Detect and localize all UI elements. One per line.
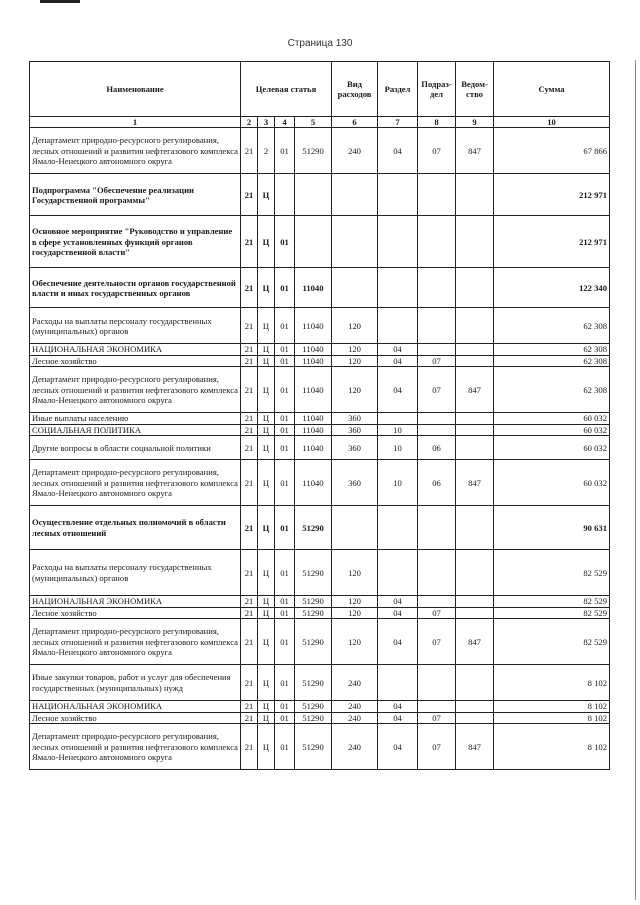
amount: 82 529 <box>494 596 610 607</box>
target-code-4: 51290 <box>295 607 332 618</box>
department-code <box>456 506 494 550</box>
row-name: Иные выплаты населению <box>30 413 241 424</box>
target-code-3: 01 <box>275 550 295 596</box>
target-code-1: 21 <box>241 665 258 701</box>
department-code <box>456 355 494 366</box>
table-row <box>30 596 610 607</box>
subsection <box>418 413 456 424</box>
department-code <box>456 607 494 618</box>
target-code-2: Ц <box>258 413 275 424</box>
section: 04 <box>378 712 418 723</box>
subsection <box>418 424 456 435</box>
table-row <box>30 413 610 424</box>
expense-type: 120 <box>332 550 378 596</box>
section <box>378 268 418 308</box>
department-code <box>456 413 494 424</box>
target-code-3: 01 <box>275 344 295 355</box>
department-code <box>456 665 494 701</box>
subsection: 07 <box>418 367 456 413</box>
amount: 8 102 <box>494 665 610 701</box>
amount: 60 032 <box>494 460 610 506</box>
amount: 62 308 <box>494 367 610 413</box>
section: 04 <box>378 128 418 174</box>
section <box>378 413 418 424</box>
target-code-3: 01 <box>275 413 295 424</box>
subsection: 07 <box>418 128 456 174</box>
amount: 212 971 <box>494 216 610 268</box>
expense-type: 120 <box>332 308 378 344</box>
row-name: Лесное хозяйство <box>30 355 241 366</box>
subsection: 07 <box>418 619 456 665</box>
target-code-4 <box>295 216 332 268</box>
target-code-4: 51290 <box>295 619 332 665</box>
amount: 82 529 <box>494 607 610 618</box>
table-row <box>30 712 610 723</box>
subsection: 07 <box>418 724 456 770</box>
target-code-2: Ц <box>258 506 275 550</box>
column-number: 4 <box>275 117 295 128</box>
target-code-1: 21 <box>241 712 258 723</box>
target-code-2: Ц <box>258 308 275 344</box>
department-code: 847 <box>456 128 494 174</box>
target-code-3: 01 <box>275 665 295 701</box>
header-name: Наименование <box>30 62 241 117</box>
target-code-1: 21 <box>241 413 258 424</box>
target-code-3: 01 <box>275 712 295 723</box>
target-code-1: 21 <box>241 506 258 550</box>
target-code-4: 11040 <box>295 413 332 424</box>
expense-type: 240 <box>332 712 378 723</box>
target-code-3: 01 <box>275 436 295 460</box>
target-code-1: 21 <box>241 174 258 216</box>
expense-type: 120 <box>332 344 378 355</box>
table-row <box>30 460 610 506</box>
amount: 8 102 <box>494 724 610 770</box>
column-number: 6 <box>332 117 378 128</box>
expense-type <box>332 174 378 216</box>
header-target: Целевая статья <box>241 62 332 117</box>
subsection <box>418 596 456 607</box>
section <box>378 550 418 596</box>
target-code-1: 21 <box>241 216 258 268</box>
row-name: Основное мероприятие "Руководство и управление в сфере установленных функций органов государственной власти" <box>30 216 241 268</box>
department-code: 847 <box>456 460 494 506</box>
section: 10 <box>378 460 418 506</box>
department-code <box>456 436 494 460</box>
target-code-1: 21 <box>241 607 258 618</box>
row-name: Иные закупки товаров, работ и услуг для обеспечения государственных (муниципальных) нужд <box>30 665 241 701</box>
table-row <box>30 665 610 701</box>
target-code-2: Ц <box>258 701 275 712</box>
section: 04 <box>378 355 418 366</box>
subsection <box>418 550 456 596</box>
scan-mark <box>40 0 80 3</box>
amount: 90 631 <box>494 506 610 550</box>
target-code-3: 01 <box>275 216 295 268</box>
subsection: 07 <box>418 355 456 366</box>
subsection <box>418 174 456 216</box>
subsection <box>418 665 456 701</box>
row-name: НАЦИОНАЛЬНАЯ ЭКОНОМИКА <box>30 701 241 712</box>
row-name: Обеспечение деятельности органов государственной власти и иных государственных органов <box>30 268 241 308</box>
target-code-1: 21 <box>241 268 258 308</box>
amount: 122 340 <box>494 268 610 308</box>
target-code-2: Ц <box>258 436 275 460</box>
subsection: 07 <box>418 607 456 618</box>
section: 04 <box>378 607 418 618</box>
subsection: 07 <box>418 712 456 723</box>
target-code-2: Ц <box>258 174 275 216</box>
table-header-row <box>30 62 610 117</box>
target-code-3: 01 <box>275 596 295 607</box>
table-row <box>30 701 610 712</box>
target-code-4: 11040 <box>295 436 332 460</box>
section: 04 <box>378 619 418 665</box>
section <box>378 506 418 550</box>
expense-type: 120 <box>332 607 378 618</box>
table-row <box>30 607 610 618</box>
target-code-3: 01 <box>275 355 295 366</box>
expense-type: 120 <box>332 619 378 665</box>
target-code-1: 21 <box>241 128 258 174</box>
section: 04 <box>378 596 418 607</box>
column-number: 3 <box>258 117 275 128</box>
department-code <box>456 712 494 723</box>
row-name: Другие вопросы в области социальной политики <box>30 436 241 460</box>
amount: 212 971 <box>494 174 610 216</box>
row-name: Департамент природно-ресурсного регулирования, лесных отношений и развития нефтегазового комплекса Ямало-Ненецкого автономного округа <box>30 724 241 770</box>
subsection <box>418 701 456 712</box>
target-code-3: 01 <box>275 367 295 413</box>
target-code-4: 11040 <box>295 308 332 344</box>
expense-type: 120 <box>332 355 378 366</box>
amount: 67 866 <box>494 128 610 174</box>
target-code-2: Ц <box>258 550 275 596</box>
target-code-2: Ц <box>258 460 275 506</box>
target-code-3: 01 <box>275 268 295 308</box>
section <box>378 665 418 701</box>
target-code-1: 21 <box>241 460 258 506</box>
subsection: 06 <box>418 460 456 506</box>
header-vid: Вид расходов <box>332 62 378 117</box>
row-name: Департамент природно-ресурсного регулирования, лесных отношений и развития нефтегазового комплекса Ямало-Ненецкого автономного округа <box>30 619 241 665</box>
subsection: 06 <box>418 436 456 460</box>
table-row <box>30 355 610 366</box>
department-code <box>456 174 494 216</box>
target-code-4: 51290 <box>295 596 332 607</box>
amount: 82 529 <box>494 619 610 665</box>
expense-type: 240 <box>332 701 378 712</box>
amount: 62 308 <box>494 355 610 366</box>
page-label: Страница 130 <box>287 38 353 49</box>
target-code-3: 01 <box>275 607 295 618</box>
department-code: 847 <box>456 724 494 770</box>
target-code-3: 01 <box>275 506 295 550</box>
department-code <box>456 268 494 308</box>
target-code-2: Ц <box>258 268 275 308</box>
amount: 60 032 <box>494 413 610 424</box>
target-code-1: 21 <box>241 355 258 366</box>
target-code-2: Ц <box>258 665 275 701</box>
target-code-2: Ц <box>258 355 275 366</box>
target-code-3: 01 <box>275 619 295 665</box>
amount: 8 102 <box>494 701 610 712</box>
expense-type: 120 <box>332 596 378 607</box>
column-number: 1 <box>30 117 241 128</box>
row-name: СОЦИАЛЬНАЯ ПОЛИТИКА <box>30 424 241 435</box>
column-number: 10 <box>494 117 610 128</box>
amount: 60 032 <box>494 436 610 460</box>
subsection <box>418 344 456 355</box>
table-row <box>30 216 610 268</box>
row-name: НАЦИОНАЛЬНАЯ ЭКОНОМИКА <box>30 596 241 607</box>
target-code-4: 11040 <box>295 460 332 506</box>
row-name: Лесное хозяйство <box>30 607 241 618</box>
target-code-1: 21 <box>241 436 258 460</box>
target-code-1: 21 <box>241 724 258 770</box>
expense-type: 360 <box>332 436 378 460</box>
header-summa: Сумма <box>494 62 610 117</box>
target-code-4: 11040 <box>295 268 332 308</box>
expense-type: 240 <box>332 665 378 701</box>
department-code <box>456 701 494 712</box>
page-edge-line <box>635 60 636 900</box>
target-code-1: 21 <box>241 596 258 607</box>
department-code: 847 <box>456 367 494 413</box>
target-code-4: 11040 <box>295 367 332 413</box>
target-code-1: 21 <box>241 701 258 712</box>
table-row <box>30 436 610 460</box>
section: 10 <box>378 424 418 435</box>
expense-type: 360 <box>332 413 378 424</box>
target-code-4: 11040 <box>295 424 332 435</box>
expense-type: 240 <box>332 128 378 174</box>
target-code-2: Ц <box>258 607 275 618</box>
row-name: Расходы на выплаты персоналу государственных (муниципальных) органов <box>30 308 241 344</box>
section: 04 <box>378 701 418 712</box>
row-name: Департамент природно-ресурсного регулирования, лесных отношений и развития нефтегазового комплекса Ямало-Ненецкого автономного округа <box>30 128 241 174</box>
expense-type: 360 <box>332 424 378 435</box>
section <box>378 174 418 216</box>
target-code-3: 01 <box>275 460 295 506</box>
column-number-row <box>30 117 610 128</box>
target-code-2: Ц <box>258 619 275 665</box>
target-code-4: 11040 <box>295 344 332 355</box>
target-code-4: 51290 <box>295 724 332 770</box>
table-row <box>30 174 610 216</box>
row-name: НАЦИОНАЛЬНАЯ ЭКОНОМИКА <box>30 344 241 355</box>
target-code-2: Ц <box>258 367 275 413</box>
expense-type: 360 <box>332 460 378 506</box>
expense-type <box>332 216 378 268</box>
department-code <box>456 344 494 355</box>
expense-type <box>332 268 378 308</box>
table-row <box>30 424 610 435</box>
column-number: 9 <box>456 117 494 128</box>
target-code-2: Ц <box>258 424 275 435</box>
target-code-4: 51290 <box>295 506 332 550</box>
target-code-2: Ц <box>258 724 275 770</box>
target-code-3: 01 <box>275 424 295 435</box>
row-name: Расходы на выплаты персоналу государственных (муниципальных) органов <box>30 550 241 596</box>
target-code-2: Ц <box>258 216 275 268</box>
header-podrazdel: Подраз-дел <box>418 62 456 117</box>
target-code-3: 01 <box>275 724 295 770</box>
amount: 62 308 <box>494 308 610 344</box>
row-name: Департамент природно-ресурсного регулирования, лесных отношений и развития нефтегазового комплекса Ямало-Ненецкого автономного округа <box>30 460 241 506</box>
section: 04 <box>378 724 418 770</box>
row-name: Осуществление отдельных полномочий в области лесных отношений <box>30 506 241 550</box>
table-row <box>30 550 610 596</box>
section: 10 <box>378 436 418 460</box>
target-code-1: 21 <box>241 308 258 344</box>
target-code-4: 51290 <box>295 550 332 596</box>
target-code-3: 01 <box>275 701 295 712</box>
table-row <box>30 724 610 770</box>
table-body <box>30 128 610 770</box>
table-row <box>30 619 610 665</box>
target-code-4: 51290 <box>295 128 332 174</box>
target-code-3 <box>275 174 295 216</box>
amount: 60 032 <box>494 424 610 435</box>
expense-type <box>332 506 378 550</box>
row-name: Департамент природно-ресурсного регулирования, лесных отношений и развития нефтегазового комплекса Ямало-Ненецкого автономного округа <box>30 367 241 413</box>
department-code <box>456 216 494 268</box>
header-vedomstvo: Ведом-ство <box>456 62 494 117</box>
header-razdel: Раздел <box>378 62 418 117</box>
target-code-1: 21 <box>241 367 258 413</box>
department-code <box>456 550 494 596</box>
table-row <box>30 506 610 550</box>
table-row <box>30 128 610 174</box>
table-row <box>30 367 610 413</box>
target-code-4: 51290 <box>295 665 332 701</box>
table-row <box>30 344 610 355</box>
target-code-2: Ц <box>258 596 275 607</box>
budget-table <box>29 61 610 770</box>
expense-type: 240 <box>332 724 378 770</box>
target-code-1: 21 <box>241 550 258 596</box>
column-number: 7 <box>378 117 418 128</box>
expense-type: 120 <box>332 367 378 413</box>
target-code-1: 21 <box>241 344 258 355</box>
amount: 62 308 <box>494 344 610 355</box>
department-code <box>456 308 494 344</box>
target-code-4: 11040 <box>295 355 332 366</box>
row-name: Подпрограмма "Обеспечение реализации Государственной программы" <box>30 174 241 216</box>
section <box>378 308 418 344</box>
section: 04 <box>378 344 418 355</box>
department-code <box>456 596 494 607</box>
target-code-1: 21 <box>241 619 258 665</box>
column-number: 8 <box>418 117 456 128</box>
subsection <box>418 308 456 344</box>
target-code-4: 51290 <box>295 701 332 712</box>
target-code-1: 21 <box>241 424 258 435</box>
target-code-3: 01 <box>275 128 295 174</box>
target-code-2: 2 <box>258 128 275 174</box>
subsection <box>418 216 456 268</box>
row-name: Лесное хозяйство <box>30 712 241 723</box>
department-code <box>456 424 494 435</box>
target-code-4 <box>295 174 332 216</box>
section: 04 <box>378 367 418 413</box>
column-number: 2 <box>241 117 258 128</box>
amount: 8 102 <box>494 712 610 723</box>
column-number: 5 <box>295 117 332 128</box>
subsection <box>418 506 456 550</box>
subsection <box>418 268 456 308</box>
amount: 82 529 <box>494 550 610 596</box>
section <box>378 216 418 268</box>
target-code-4: 51290 <box>295 712 332 723</box>
department-code: 847 <box>456 619 494 665</box>
target-code-2: Ц <box>258 712 275 723</box>
target-code-2: Ц <box>258 344 275 355</box>
table-row <box>30 268 610 308</box>
table-row <box>30 308 610 344</box>
target-code-3: 01 <box>275 308 295 344</box>
